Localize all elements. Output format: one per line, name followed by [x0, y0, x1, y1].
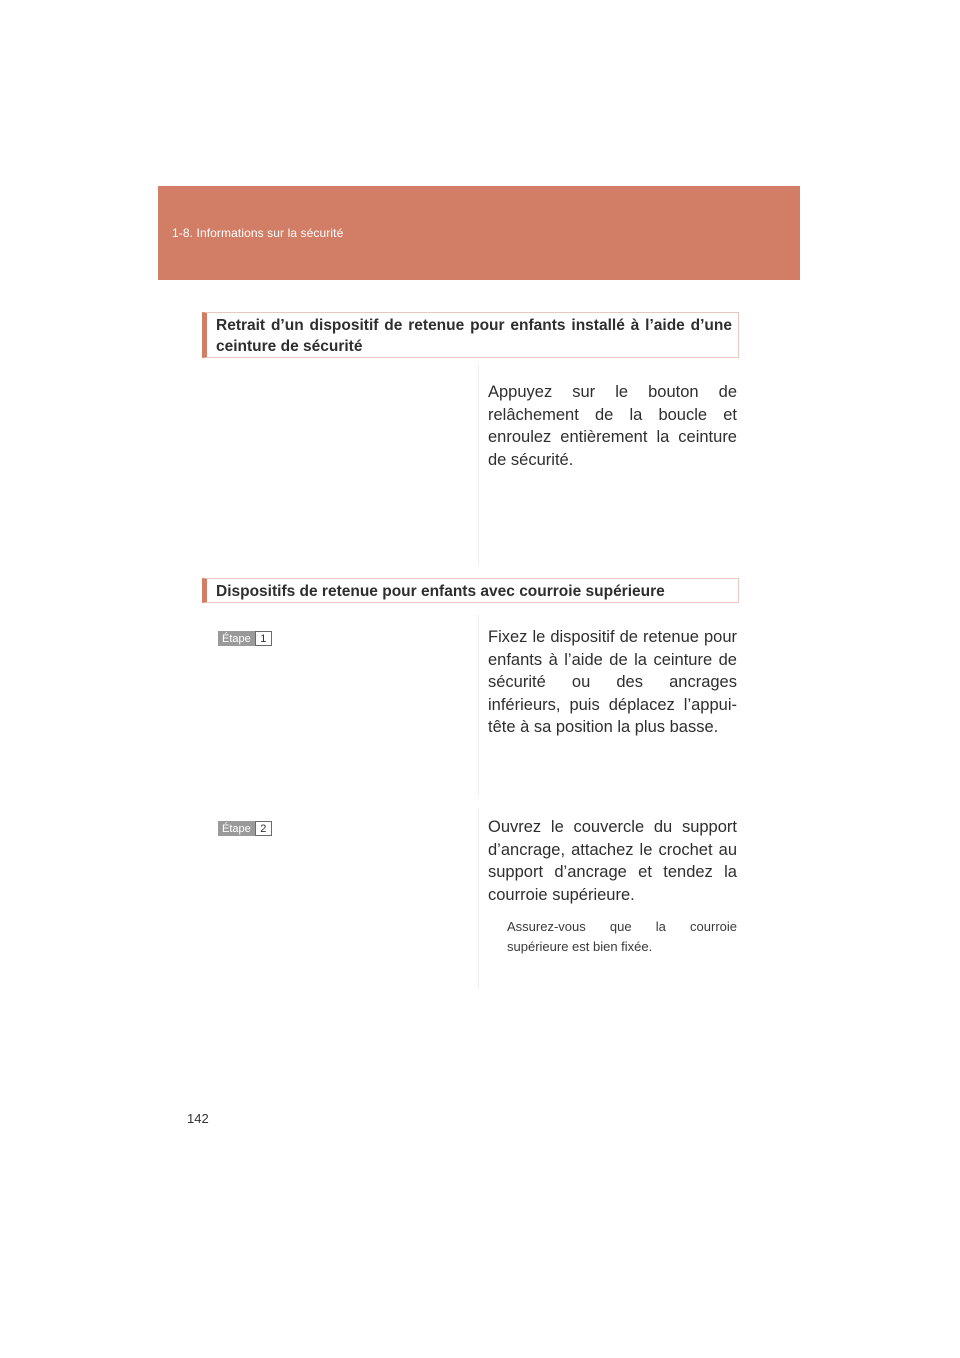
step-label: Étape: [218, 821, 255, 836]
step-2-text: Ouvrez le couvercle du support d’ancrage, attachez le crochet au support d’ancrage et tendez la courroie supérieure.: [488, 818, 737, 904]
step-1-text: Fixez le dispositif de retenue pour enfants à l’aide de la ceinture de sécurité ou des ancrages inférieurs, puis déplacez l’appui-tête à sa position la plus basse.: [488, 628, 737, 736]
step-label: Étape: [218, 631, 255, 646]
step-2-note: Assurez-vous que la courroie supérieure est bien fixée.: [507, 919, 737, 954]
step-2-badge: [218, 821, 272, 836]
section-header-band: [158, 186, 800, 280]
section-title: 1-8. Informations sur la sécurité: [172, 226, 344, 240]
section-heading-top-tether-restraints: Dispositifs de retenue pour enfants avec courroie supérieure: [202, 578, 739, 603]
step-number: 1: [255, 631, 272, 646]
column-divider: [478, 808, 479, 988]
column-divider: [478, 615, 479, 795]
column-divider: [478, 365, 479, 565]
step-1-badge: [218, 631, 272, 646]
section1-body-text: Appuyez sur le bouton de relâchement de la boucle et enroulez entièrement la ceinture de sécurité.: [488, 383, 737, 469]
page-number: 142: [187, 1111, 209, 1126]
section-heading-remove-seatbelt-restraint: Retrait d’un dispositif de retenue pour enfants installé à l’aide d’une ceinture de sécurité: [202, 312, 739, 358]
step-number: 2: [255, 821, 272, 836]
